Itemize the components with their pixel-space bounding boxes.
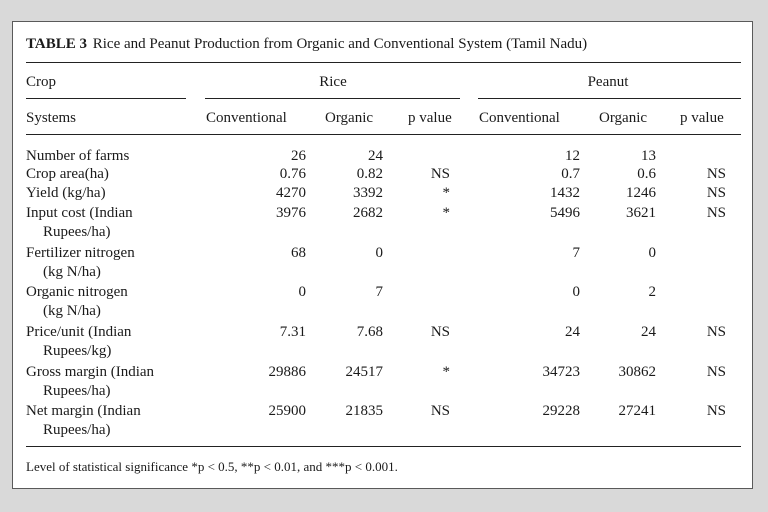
header-rule <box>26 134 741 135</box>
table-cell: 34723 <box>542 364 580 380</box>
table-cell: 24 <box>641 324 656 340</box>
column-header: Conventional <box>206 110 287 126</box>
table-cell: 24517 <box>345 364 383 380</box>
table-cell: 29228 <box>542 403 580 419</box>
crop-rule <box>26 98 186 99</box>
row-label: Net margin (Indian <box>26 403 141 419</box>
table-cell: 1432 <box>550 185 580 201</box>
column-header: p value <box>408 110 452 126</box>
column-header: Organic <box>599 110 648 126</box>
row-label: Price/unit (Indian <box>26 324 132 340</box>
table-cell: 0 <box>572 284 580 300</box>
table-cell: 7.31 <box>279 324 306 340</box>
table-title <box>26 36 587 53</box>
table-cell: 24 <box>368 148 383 164</box>
column-header: p value <box>680 110 724 126</box>
table-cell: 3976 <box>276 205 306 221</box>
table-cell: * <box>442 364 450 380</box>
footnote: Level of statistical significance *p < 0.5, **p < 0.01, and ***p < 0.001. <box>26 459 398 474</box>
table-cell: 0 <box>648 245 656 261</box>
table-cell: NS <box>706 403 726 419</box>
top-rule <box>26 62 741 63</box>
systems-header: Systems <box>26 110 77 126</box>
table-card <box>12 21 753 489</box>
table-cell: 0.76 <box>279 166 306 182</box>
row-label: Input cost (Indian <box>26 205 133 221</box>
column-header: Organic <box>325 110 374 126</box>
table-cell: 1246 <box>626 185 656 201</box>
row-label: Rupees/ha) <box>43 422 111 438</box>
table-cell: NS <box>706 205 726 221</box>
table-cell: 7 <box>375 284 383 300</box>
table-cell: * <box>442 205 450 221</box>
table-cell: NS <box>706 324 726 340</box>
table-cell: NS <box>430 324 450 340</box>
table-cell: 68 <box>291 245 306 261</box>
table-cell: 30862 <box>618 364 656 380</box>
table-cell: 0 <box>375 245 383 261</box>
table-cell: 5496 <box>550 205 580 221</box>
rice-group-header: Rice <box>319 74 347 90</box>
row-label: Rupees/kg) <box>43 343 112 359</box>
row-label: (kg N/ha) <box>43 264 101 280</box>
table-cell: * <box>442 185 450 201</box>
column-header: Conventional <box>479 110 560 126</box>
table-cell: 7 <box>572 245 580 261</box>
rice-rule <box>205 98 460 99</box>
row-label: (kg N/ha) <box>43 303 101 319</box>
row-label: Rupees/ha) <box>43 383 111 399</box>
table-cell: 0.7 <box>561 166 580 182</box>
row-label: Gross margin (Indian <box>26 364 155 380</box>
table-cell: 0.82 <box>356 166 383 182</box>
table-cell: 3392 <box>353 185 383 201</box>
table-cell: 21835 <box>345 403 383 419</box>
table-cell: NS <box>430 166 450 182</box>
table-cell: 12 <box>565 148 580 164</box>
table-cell: 3621 <box>626 205 656 221</box>
peanut-group-header: Peanut <box>587 74 629 90</box>
table-cell: 26 <box>291 148 306 164</box>
row-label: Number of farms <box>26 148 130 164</box>
table-cell: NS <box>706 166 726 182</box>
row-label: Organic nitrogen <box>26 284 128 300</box>
table-cell: 29886 <box>268 364 306 380</box>
table-cell: 7.68 <box>356 324 383 340</box>
table-cell: 2 <box>648 284 656 300</box>
table-cell: NS <box>706 364 726 380</box>
table-cell: 0.6 <box>637 166 656 182</box>
row-label: Rupees/ha) <box>43 224 111 240</box>
row-label: Fertilizer nitrogen <box>26 245 135 261</box>
row-label: Yield (kg/ha) <box>26 185 106 201</box>
table-cell: NS <box>706 185 726 201</box>
table-cell: 24 <box>565 324 580 340</box>
table-cell: 2682 <box>353 205 383 221</box>
peanut-rule <box>478 98 741 99</box>
table-title-text: Rice and Peanut Production from Organic and Conventional System (Tamil Nadu) <box>92 36 588 52</box>
table-label: TABLE 3 <box>26 36 87 52</box>
row-label: Crop area(ha) <box>26 166 109 182</box>
table-cell: 4270 <box>276 185 306 201</box>
table-cell: 27241 <box>618 403 656 419</box>
table-cell: NS <box>430 403 450 419</box>
table-cell: 13 <box>641 148 656 164</box>
crop-header: Crop <box>26 74 56 90</box>
table-cell: 25900 <box>268 403 306 419</box>
table-cell: 0 <box>298 284 306 300</box>
bottom-rule <box>26 446 741 447</box>
